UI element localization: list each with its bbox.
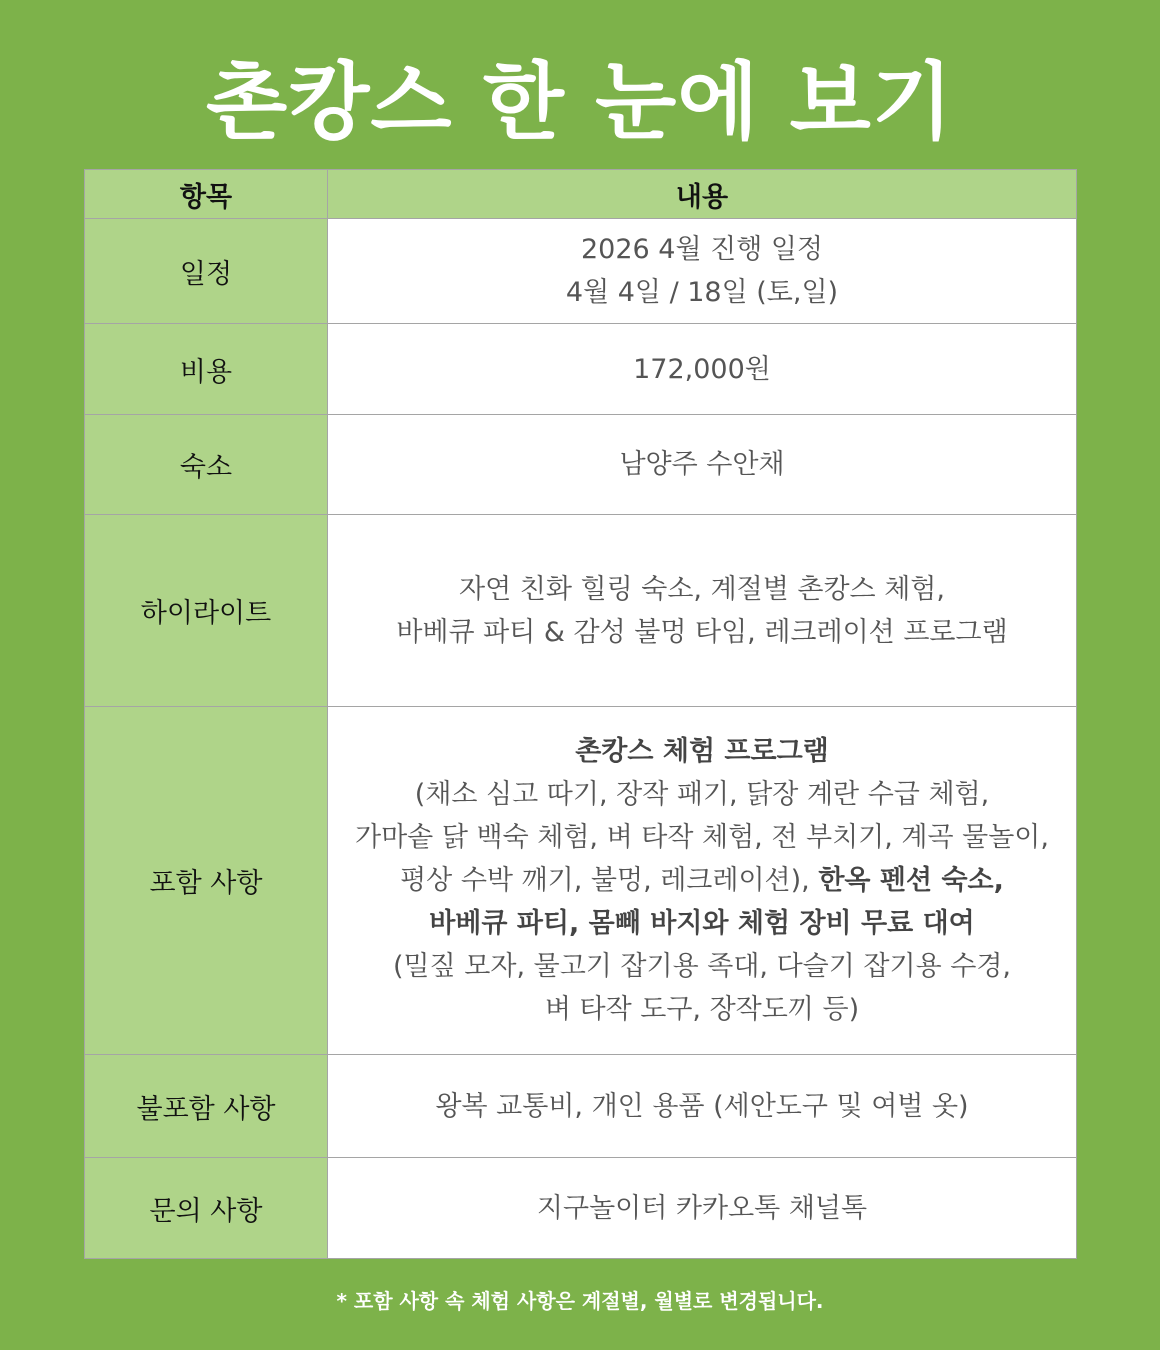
schedule-line-1: 2026 4월 진행 일정 bbox=[580, 234, 824, 265]
table-row-excluded bbox=[85, 1055, 1077, 1158]
included-line-4 bbox=[328, 859, 1076, 902]
highlight-line-1: 자연 친화 힐링 숙소, 계절별 촌캉스 체험, bbox=[459, 573, 945, 605]
excluded-line: 왕복 교통비, 개인 용품 (세안도구 및 여벌 옷) bbox=[435, 1090, 969, 1122]
row-label-inquiry: 문의 사항 bbox=[85, 1158, 328, 1259]
schedule-line-2: 4월 4일 / 18일 (토,일) bbox=[565, 277, 839, 308]
row-label-cost: 비용 bbox=[85, 324, 328, 415]
row-value-highlight bbox=[328, 515, 1077, 707]
row-label-schedule: 일정 bbox=[85, 219, 328, 324]
included-line-6: (밀짚 모자, 물고기 잡기용 족대, 다슬기 잡기용 수경, bbox=[393, 951, 1011, 982]
table-header-row bbox=[85, 170, 1077, 219]
info-table bbox=[84, 169, 1077, 1259]
included-line-4-normal: 평상 수박 깨기, 불멍, 레크레이션), bbox=[400, 865, 819, 896]
included-line-2: (채소 심고 따기, 장작 패기, 닭장 계란 수급 체험, bbox=[414, 779, 990, 810]
cost-line: 172,000원 bbox=[633, 353, 771, 385]
row-label-included: 포함 사항 bbox=[85, 707, 328, 1055]
header-content: 내용 bbox=[328, 170, 1077, 219]
included-line-4-bold: 한옥 펜션 숙소, bbox=[818, 865, 1004, 896]
row-label-highlight: 하이라이트 bbox=[85, 515, 328, 707]
included-line-5: 바베큐 파티, 몸빼 바지와 체험 장비 무료 대여 bbox=[429, 908, 975, 939]
table-row-inquiry bbox=[85, 1158, 1077, 1259]
row-value-lodging bbox=[328, 415, 1077, 515]
table-row-highlight bbox=[85, 515, 1077, 707]
included-line-1: 촌캉스 체험 프로그램 bbox=[575, 736, 829, 767]
row-label-lodging: 숙소 bbox=[85, 415, 328, 515]
row-value-cost bbox=[328, 324, 1077, 415]
row-label-excluded: 불포함 사항 bbox=[85, 1055, 328, 1158]
lodging-line: 남양주 수안채 bbox=[619, 449, 785, 480]
included-line-3: 가마솥 닭 백숙 체험, 벼 타작 체험, 전 부치기, 계곡 물놀이, bbox=[355, 822, 1049, 853]
header-item: 항목 bbox=[85, 170, 328, 219]
table-row-cost bbox=[85, 324, 1077, 415]
page-title: 촌캉스 한 눈에 보기 bbox=[206, 53, 954, 151]
row-value-inquiry bbox=[328, 1158, 1077, 1259]
row-value-included bbox=[328, 707, 1077, 1055]
table-row-included bbox=[85, 707, 1077, 1055]
row-value-excluded bbox=[328, 1055, 1077, 1158]
highlight-line-2: 바베큐 파티 & 감성 불멍 타임, 레크레이션 프로그램 bbox=[396, 616, 1008, 648]
table-row-lodging bbox=[85, 415, 1077, 515]
footnote: * 포함 사항 속 체험 사항은 계절별, 월별로 변경됩니다. bbox=[336, 1289, 824, 1313]
table-row-schedule bbox=[85, 219, 1077, 324]
row-value-schedule bbox=[328, 219, 1077, 324]
inquiry-line: 지구놀이터 카카오톡 채널톡 bbox=[536, 1192, 868, 1224]
included-line-7: 벼 타작 도구, 장작도끼 등) bbox=[544, 994, 860, 1025]
